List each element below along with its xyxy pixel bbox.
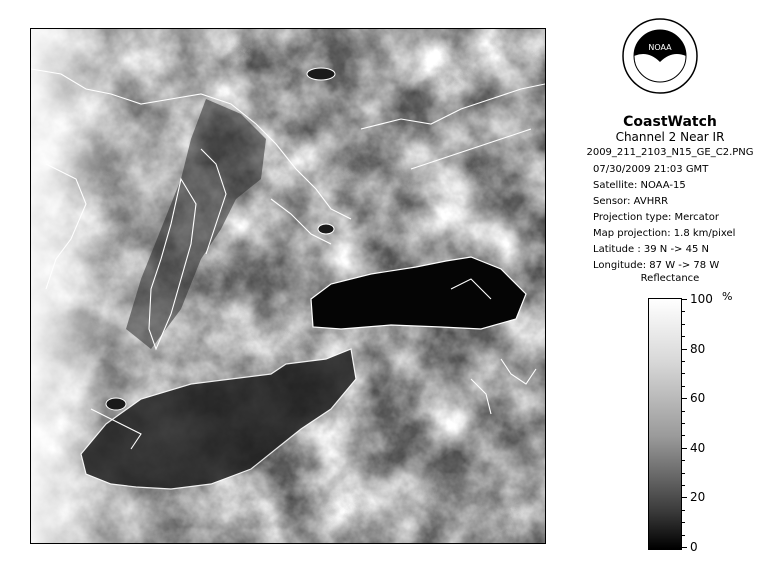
logo-text: NOAA (648, 43, 672, 52)
noaa-logo-svg (622, 18, 698, 94)
colorbar-tick-label: 40 (690, 440, 706, 455)
colorbar-minor-tick (681, 522, 685, 523)
colorbar-tick-label: 100 (690, 292, 713, 306)
colorbar-minor-tick (681, 324, 685, 325)
colorbar-tick-label: 60 (690, 391, 706, 406)
colorbar-minor-tick (681, 373, 685, 374)
satellite-map-svg (31, 29, 545, 543)
colorbar-minor-tick (681, 510, 685, 511)
colorbar-major-tick (681, 349, 687, 350)
legend-title: Reflectance (640, 273, 700, 284)
satellite-label: Satellite: NOAA-15 (593, 180, 686, 191)
colorbar-minor-tick (681, 423, 685, 424)
colorbar-tick-label: 80 (690, 341, 706, 356)
projection-label: Projection type: Mercator (593, 212, 719, 223)
colorbar-minor-tick (681, 311, 685, 312)
colorbar-major-tick (681, 547, 687, 548)
colorbar-tick-label: 0 (690, 540, 698, 554)
colorbar-minor-tick (681, 336, 685, 337)
colorbar-minor-tick (681, 435, 685, 436)
reflectance-colorbar (648, 298, 682, 550)
colorbar-minor-tick (681, 386, 685, 387)
colorbar-major-tick (681, 299, 687, 300)
colorbar-minor-tick (681, 411, 685, 412)
satellite-image (30, 28, 546, 544)
channel-subtitle: Channel 2 Near IR (615, 130, 725, 144)
colorbar-major-tick (681, 497, 687, 498)
resolution-label: Map projection: 1.8 km/pixel (593, 228, 736, 239)
longitude-label: Longitude: 87 W -> 78 W (593, 260, 720, 271)
latitude-label: Latitude : 39 N -> 45 N (593, 244, 709, 255)
colorbar-minor-tick (681, 460, 685, 461)
colorbar-minor-tick (681, 473, 685, 474)
noaa-logo (622, 18, 698, 94)
filename-label: 2009_211_2103_N15_GE_C2.PNG (586, 147, 754, 158)
colorbar-minor-tick (681, 361, 685, 362)
legend-units: % (722, 290, 733, 303)
product-title: CoastWatch (623, 114, 717, 130)
colorbar-major-tick (681, 448, 687, 449)
colorbar-tick-label: 20 (690, 490, 706, 505)
datetime-label: 07/30/2009 21:03 GMT (593, 164, 709, 175)
colorbar-major-tick (681, 398, 687, 399)
sensor-label: Sensor: AVHRR (593, 196, 669, 207)
colorbar-minor-tick (681, 535, 685, 536)
colorbar-minor-tick (681, 485, 685, 486)
